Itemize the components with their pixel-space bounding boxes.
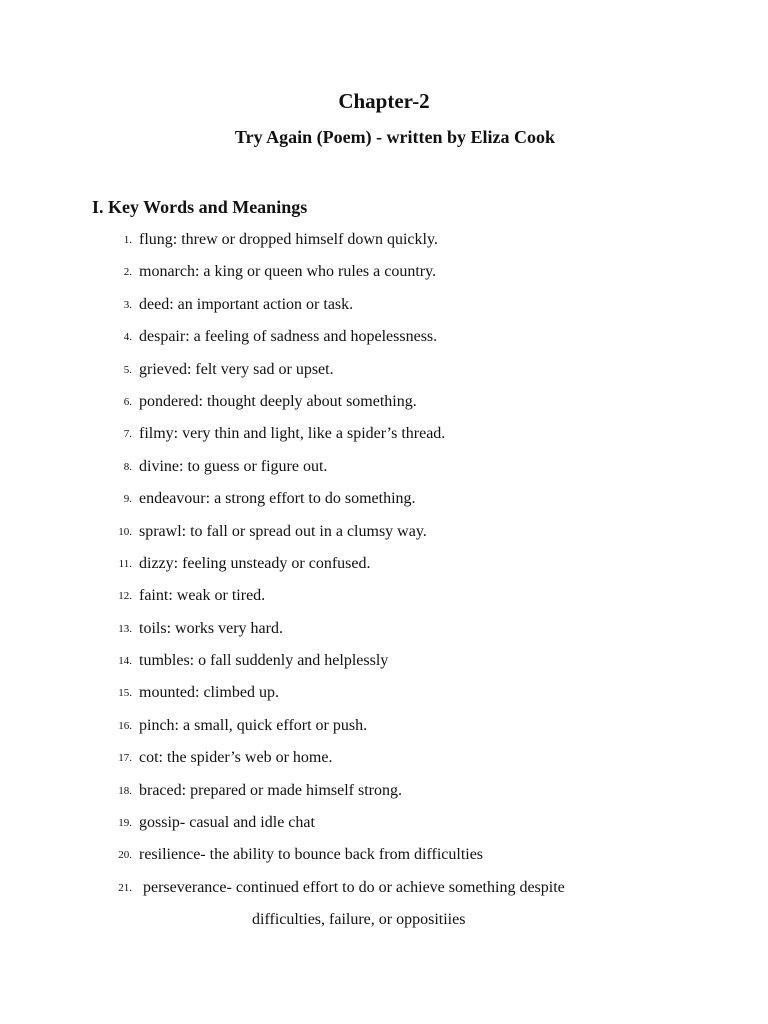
list-item-text: cot: the spider’s web or home. <box>139 749 333 767</box>
list-item <box>0 613 768 645</box>
list-item-text: monarch: a king or queen who rules a country. <box>139 263 437 281</box>
list-item-number: 12. <box>118 590 132 603</box>
list-item <box>0 224 768 256</box>
list-item <box>0 418 768 450</box>
list-item-number: 1. <box>123 234 132 246</box>
list-item-text: despair: a feeling of sadness and hopelessness. <box>139 328 438 346</box>
list-item <box>0 386 768 418</box>
list-item-number: 13. <box>118 622 132 635</box>
list-item-number: 11. <box>118 557 132 570</box>
list-item-number: 2. <box>123 266 132 279</box>
chapter-title: Chapter-2 <box>338 89 430 113</box>
list-item-text: dizzy: feeling unsteady or confused. <box>139 554 371 572</box>
list-item-number: 4. <box>123 331 132 344</box>
list-item-number: 6. <box>123 395 132 408</box>
list-item-number: 7. <box>123 428 132 441</box>
list-item-text: mounted: climbed up. <box>139 684 279 702</box>
list-item-text: gossip- casual and idle chat <box>139 814 315 832</box>
list-item-continuation: difficulties, failure, or oppositiies <box>252 910 466 928</box>
list-item-number: 3. <box>123 298 132 311</box>
list-item-number: 17. <box>118 752 132 765</box>
list-item <box>0 321 768 353</box>
list-item-number: 8. <box>123 460 132 473</box>
list-item-number: 16. <box>118 719 132 732</box>
list-item-number: 15. <box>118 687 132 700</box>
list-item-text: toils: works very hard. <box>139 619 283 637</box>
list-item-text: endeavour: a strong effort to do something. <box>139 490 416 508</box>
list-item-text: resilience- the ability to bounce back from difficulties <box>139 846 484 864</box>
list-item-text: pondered: thought deeply about something. <box>139 392 417 410</box>
list-item <box>0 710 768 742</box>
list-item-number: 9. <box>123 493 132 506</box>
list-item-number: 14. <box>118 655 132 668</box>
list-item <box>0 516 768 548</box>
list-item-number: 21. <box>118 881 132 894</box>
list-item <box>0 645 768 677</box>
list-item <box>0 289 768 321</box>
vocabulary-list <box>0 224 768 928</box>
list-item <box>0 742 768 774</box>
list-item <box>0 256 768 288</box>
list-item-number: 5. <box>123 363 132 376</box>
list-item <box>0 872 768 928</box>
list-item-text: braced: prepared or made himself strong. <box>139 781 403 799</box>
list-item <box>0 677 768 709</box>
section-heading: I. Key Words and Meanings <box>92 197 308 217</box>
list-item-number: 20. <box>118 849 132 862</box>
poem-subtitle: Try Again (Poem) - written by Eliza Cook <box>234 127 556 147</box>
list-item <box>0 483 768 515</box>
list-item-text: perseverance- continued effort to do or achieve something despite <box>143 878 565 896</box>
list-item <box>0 775 768 807</box>
list-item <box>0 580 768 612</box>
list-item-number: 18. <box>118 784 132 797</box>
list-item-number: 19. <box>118 817 132 830</box>
list-item <box>0 548 768 580</box>
list-item-text: pinch: a small, quick effort or push. <box>139 716 368 734</box>
list-item-text: deed: an important action or task. <box>139 295 354 313</box>
list-item-text: filmy: very thin and light, like a spider’s thread. <box>139 425 446 443</box>
list-item-text: tumbles: o fall suddenly and helplessly <box>139 652 389 670</box>
list-item-number: 10. <box>118 525 132 538</box>
list-item-text: sprawl: to fall or spread out in a clumsy way. <box>139 522 427 540</box>
list-item-text: divine: to guess or figure out. <box>139 457 328 475</box>
list-item-text: grieved: felt very sad or upset. <box>139 360 334 378</box>
list-item <box>0 839 768 871</box>
list-item <box>0 451 768 483</box>
list-item-text: faint: weak or tired. <box>139 587 266 605</box>
list-item-text: flung: threw or dropped himself down quickly. <box>139 231 438 248</box>
list-item <box>0 354 768 386</box>
list-item <box>0 807 768 839</box>
